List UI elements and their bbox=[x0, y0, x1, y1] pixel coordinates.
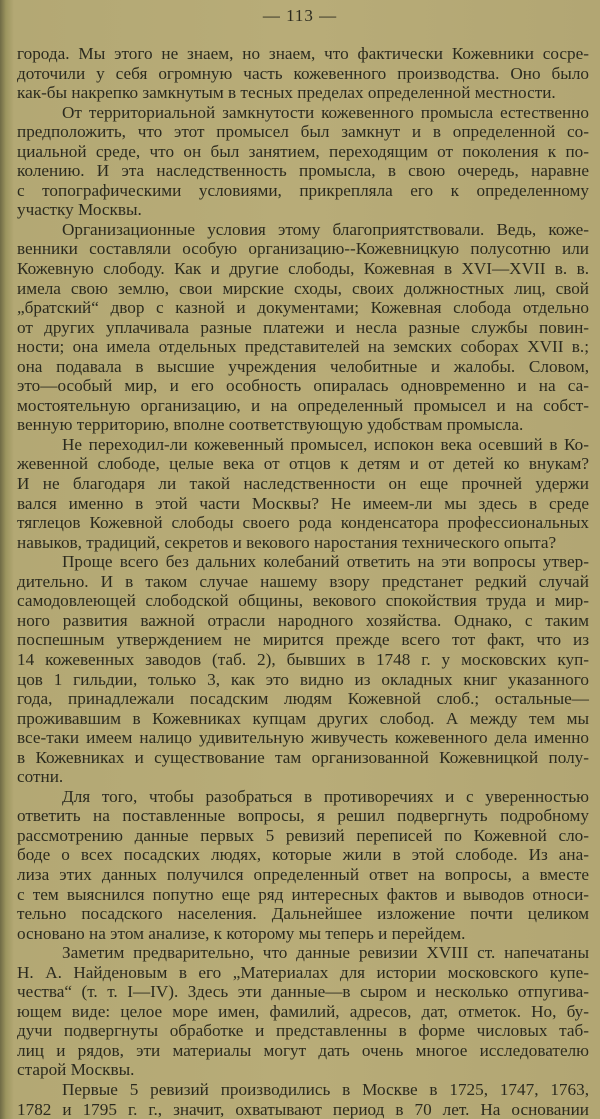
paragraph bbox=[17, 435, 589, 552]
text-line: предположить, что этот промысел был замкнут и в определенной со- bbox=[17, 122, 589, 142]
text-line: города. Мы этого не знаем, но знаем, что фактически Кожевники сосре- bbox=[17, 44, 589, 63]
text-line: колению. И эта наследственность промысла, в свою очередь, наравне bbox=[17, 161, 589, 181]
text-line: это—особый мир, и его особность опиралась одновременно и на са- bbox=[17, 376, 589, 396]
text-line: в Кожевниках и существование там организованной Кожевницкой полу- bbox=[17, 747, 589, 767]
text-line: основано на этом анализе, к которому мы теперь и перейдем. bbox=[17, 923, 466, 943]
text-line: Заметим предварительно, что данные ревизии XVIII ст. напечатаны bbox=[62, 943, 589, 963]
text-line: дучи подвергнуты обработке и представленны в форме числовых таб- bbox=[17, 1021, 589, 1041]
text-line: ного развития важной отрасли народного хозяйства. Однако, с таким bbox=[17, 610, 589, 630]
text-line: самодовлеющей слободской общины, векового спокойствия труда и мир- bbox=[17, 591, 589, 611]
text-line: ющем виде: целое море имен, фамилий, адресов, дат, отметок. Но, бу- bbox=[17, 1001, 589, 1021]
text-line: лиза этих данных получился определенный ответ на вопросы, а вместе bbox=[17, 864, 589, 884]
text-line: навыков, традиций, секретов и векового наростания технического опыта? bbox=[17, 532, 557, 552]
text-line: рассмотрению данные первых 5 ревизий переписей по Кожевной сло- bbox=[17, 825, 589, 845]
text-line: чества“ (т. т. I—IV). Здесь эти данные—в сыром и несколько отпугива- bbox=[17, 982, 589, 1002]
body-text bbox=[17, 44, 589, 1119]
text-line: старой Москвы. bbox=[17, 1060, 135, 1080]
text-line: Организационные условия этому благоприятствовали. Ведь, коже- bbox=[62, 219, 589, 239]
text-line: Первые 5 ревизий производились в Москве в 1725, 1747, 1763, bbox=[62, 1079, 589, 1099]
text-line: Не переходил-ли кожевенный промысел, испокон века осевший в Ко- bbox=[62, 434, 589, 454]
text-line: Н. А. Найденовым в его „Материалах для истории московского купе- bbox=[17, 962, 589, 982]
text-line: боде о всех посадских людях, которые жили в этой слободе. Из ана- bbox=[17, 845, 589, 865]
text-line: с топографическими условиями, прикрепляла его к определенному bbox=[17, 180, 589, 200]
text-line: ности; она имела отдельных представителей на земских соборах XVII в.; bbox=[17, 337, 589, 357]
text-line: от других уплачивала разные платежи и несла разные службы повин- bbox=[17, 317, 589, 337]
text-line: сотни. bbox=[17, 767, 64, 787]
text-line: И не благодаря ли такой наследственности он еще прочней удержи bbox=[17, 474, 589, 494]
paragraph bbox=[17, 44, 589, 103]
text-line: доточили у себя огромную часть кожевенного производства. Оно было bbox=[17, 63, 589, 83]
text-line: Проще всего без дальних колебаний ответить на эти вопросы утвер- bbox=[62, 552, 589, 572]
text-line: мостоятельную организацию, и на определенный промысел и на собст- bbox=[17, 395, 589, 415]
text-line: тяглецов Кожевной слободы своего рода конденсатора профессиональных bbox=[17, 513, 589, 533]
text-line: проживавшим в Кожевниках купцам других слобод. А между тем мы bbox=[17, 708, 589, 728]
text-line: она подавала в высшие учреждения челобитные и жалобы. Словом, bbox=[17, 356, 589, 376]
text-line: жевенной слободе, целые века от отцов к детям и от детей ко внукам? bbox=[17, 454, 589, 474]
text-line: „братский“ двор с казной и документами; Кожевная слобода отдельно bbox=[17, 298, 589, 318]
paragraph bbox=[17, 787, 589, 943]
text-line: циальной среде, что он был занятием, переходящим от поколения к по- bbox=[17, 141, 589, 161]
text-line: имела свою землю, свои мирские сходы, своих должностных лиц, свой bbox=[17, 278, 589, 298]
paragraph bbox=[17, 552, 589, 787]
text-line: вался именно в этой части Москвы? Не имеем-ли мы здесь в среде bbox=[17, 493, 589, 513]
paragraph bbox=[17, 103, 589, 220]
text-line: участку Москвы. bbox=[17, 200, 142, 220]
paragraph bbox=[17, 220, 589, 435]
text-line: цов 1 гильдии, только 3, как это видно из окладных книг указанного bbox=[17, 669, 589, 689]
text-line: года, принадлежали посадским людям Кожевной слоб.; остальные— bbox=[17, 689, 589, 709]
text-line: с тем выяснился попутно еще ряд интересных фактов и выводов относи- bbox=[17, 884, 589, 904]
text-line: венники составляли особую организацию--Кожевницкую полусотню или bbox=[17, 239, 589, 259]
text-line: ответить на поставленные вопросы, я решил подвергнуть подробному bbox=[17, 806, 589, 826]
page-number: — 113 — bbox=[262, 6, 338, 25]
text-line: все-таки имеем налицо удивительную живучесть кожевенного дела именно bbox=[17, 728, 589, 748]
text-line: дительно. И в таком случае нашему взору предстанет редкий случай bbox=[17, 571, 589, 591]
text-line: венную территорию, вполне соответствующую удобствам промысла. bbox=[17, 415, 524, 435]
text-line: 1782 и 1795 г. г., значит, охватывают период в 70 лет. На основании bbox=[17, 1099, 589, 1119]
text-line: тельно посадского населения. Дальнейшее изложение почти целиком bbox=[17, 904, 589, 924]
text-line: как-бы накрепко замкнутым в тесных пределах определенной местности. bbox=[17, 83, 556, 103]
text-line: Кожевную слободу. Как и другие слободы, Кожевная в XVI—XVII в. в. bbox=[17, 259, 589, 279]
paragraph bbox=[17, 1080, 589, 1119]
text-line: От территориальной замкнутости кожевенного промысла естественно bbox=[62, 102, 589, 122]
text-line: поспешным утверждением не мирится прежде всего тот факт, что из bbox=[17, 630, 589, 650]
text-line: Для того, чтобы разобраться в противоречиях и с уверенностью bbox=[62, 786, 589, 806]
text-line: 14 кожевенных заводов (таб. 2), бывших в 1748 г. у московских куп- bbox=[17, 649, 589, 669]
text-line: лиц и рядов, эти материалы могут дать очень многое исследователю bbox=[17, 1040, 589, 1060]
